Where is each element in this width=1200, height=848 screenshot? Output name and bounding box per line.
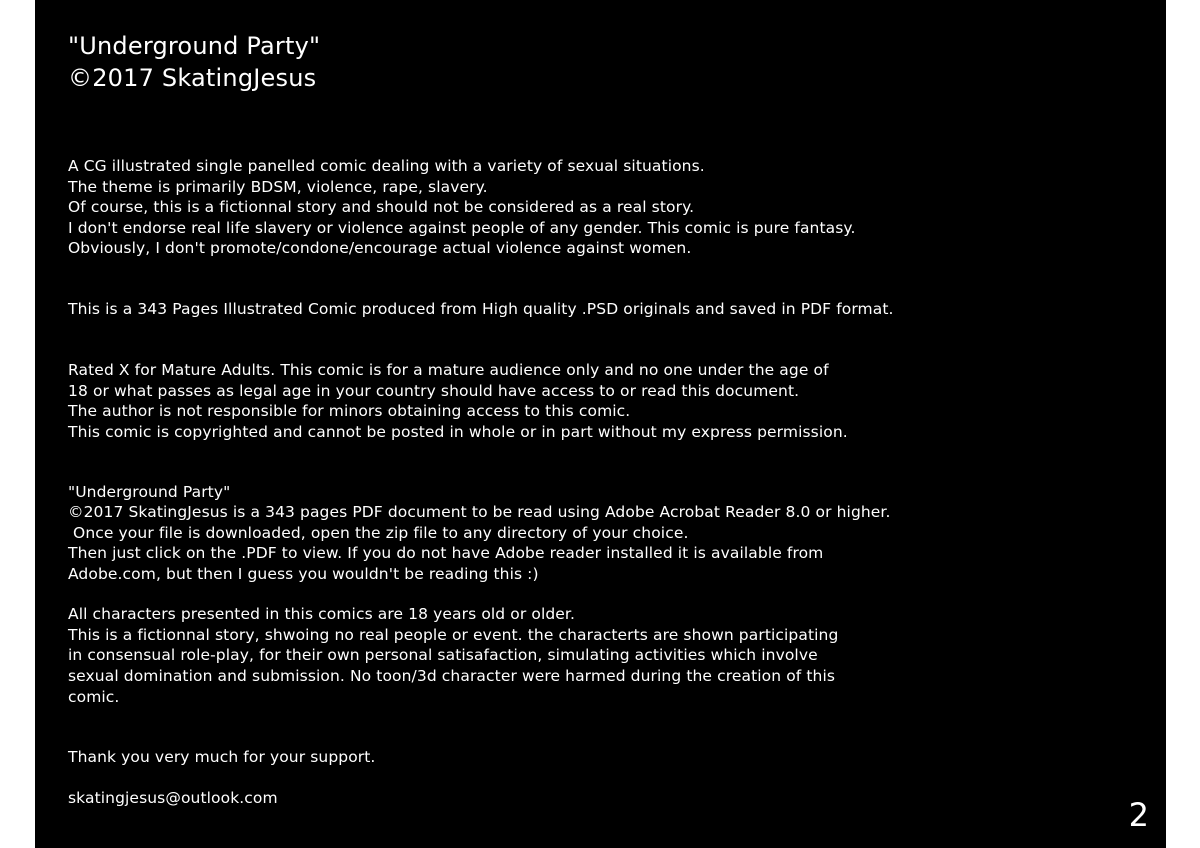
rating-line: The author is not responsible for minors obtaining access to this comic.	[68, 402, 631, 420]
reading-info-line: Once your file is downloaded, open the zip file to any directory of your choice.	[68, 524, 689, 542]
rating-line: 18 or what passes as legal age in your country should have access to or read this document.	[68, 382, 800, 400]
disclaimer-line: sexual domination and submission. No toon/3d character were harmed during the creation of this	[68, 667, 836, 685]
description-line: I don't endorse real life slavery or violence against people of any gender. This comic is pure fantasy.	[68, 219, 856, 237]
contact-email: skatingjesus@outlook.com	[68, 789, 278, 807]
thanks-note: Thank you very much for your support.	[68, 748, 376, 766]
description-line: Of course, this is a fictionnal story and should not be considered as a real story.	[68, 198, 695, 216]
reading-info-line: ©2017 SkatingJesus is a 343 pages PDF document to be read using Adobe Acrobat Reader 8.0 or higher.	[68, 503, 891, 521]
page-number: 2	[1128, 796, 1149, 834]
comic-info-page	[35, 0, 1166, 848]
format-info: This is a 343 Pages Illustrated Comic produced from High quality .PSD originals and saved in PDF format.	[68, 300, 894, 318]
rating-line: Rated X for Mature Adults. This comic is for a mature audience only and no one under the age of	[68, 361, 829, 379]
reading-info-line: Then just click on the .PDF to view. If you do not have Adobe reader installed it is available from	[68, 544, 824, 562]
comic-title: "Underground Party"	[68, 32, 321, 60]
description-line: Obviously, I don't promote/condone/encourage actual violence against women.	[68, 239, 692, 257]
reading-info-line: Adobe.com, but then I guess you wouldn't be reading this :)	[68, 565, 539, 583]
disclaimer-line: comic.	[68, 688, 120, 706]
reading-info-line: "Underground Party"	[68, 483, 231, 501]
disclaimer-line: This is a fictionnal story, shwoing no real people or event. the characterts are shown participating	[68, 626, 839, 644]
description-line: The theme is primarily BDSM, violence, rape, slavery.	[68, 178, 488, 196]
copyright-line: ©2017 SkatingJesus	[68, 64, 317, 92]
description-line: A CG illustrated single panelled comic dealing with a variety of sexual situations.	[68, 157, 705, 175]
rating-line: This comic is copyrighted and cannot be posted in whole or in part without my express permission.	[68, 423, 848, 441]
disclaimer-line: in consensual role-play, for their own personal satisafaction, simulating activities which involve	[68, 646, 818, 664]
disclaimer-line: All characters presented in this comics are 18 years old or older.	[68, 605, 575, 623]
